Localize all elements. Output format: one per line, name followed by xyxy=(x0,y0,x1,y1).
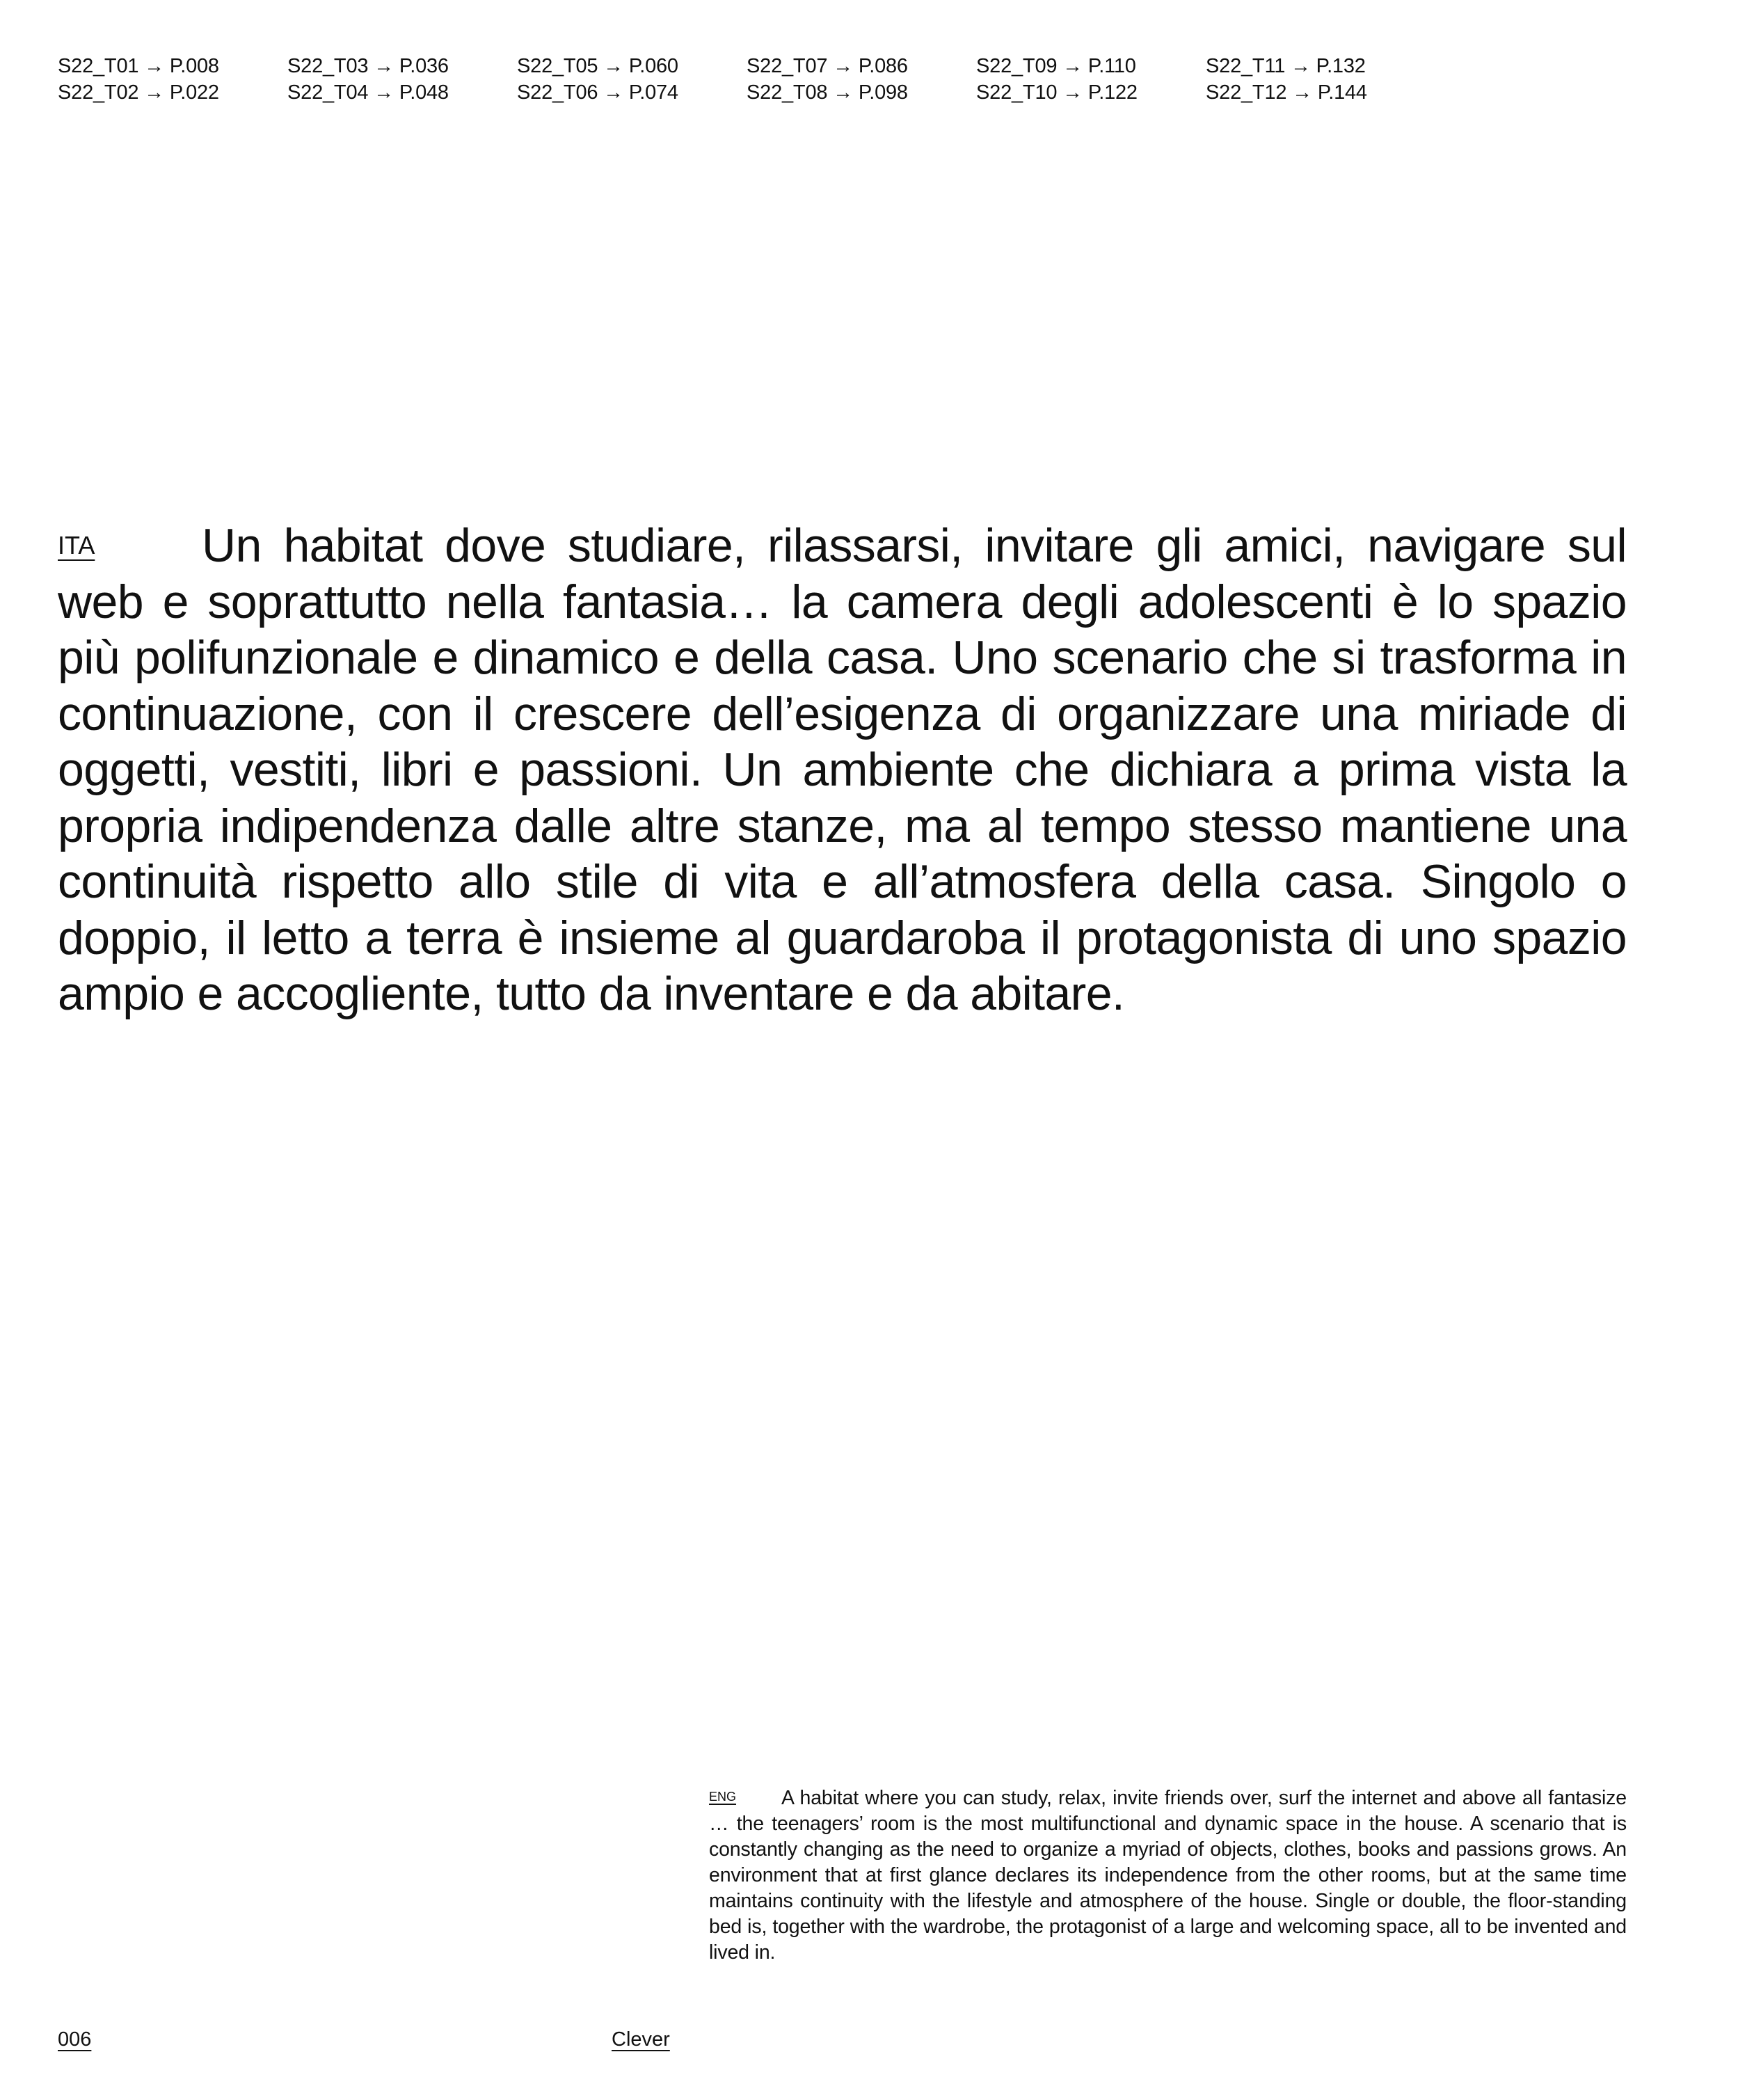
index-entry-t05[interactable]: S22_T05 → P.060 xyxy=(517,55,678,77)
index-entry-t01[interactable]: S22_T01 → P.008 xyxy=(58,55,219,77)
index-entry-t03[interactable]: S22_T03 → P.036 xyxy=(287,55,449,77)
index-entry-t07[interactable]: S22_T07 → P.086 xyxy=(747,55,908,77)
index-entry-t02[interactable]: S22_T02 → P.022 xyxy=(58,81,219,104)
series-index xyxy=(58,53,1449,109)
index-entry-t09[interactable]: S22_T09 → P.110 xyxy=(976,55,1136,77)
index-entry-t10[interactable]: S22_T10 → P.122 xyxy=(976,81,1138,104)
language-tag-eng: ENG xyxy=(709,1790,737,1804)
index-column xyxy=(1206,53,1428,106)
page-number: 006 xyxy=(58,2028,92,2051)
italian-paragraph: Un habitat dove studiare, rilassarsi, invitare gli amici, navigare sul web e soprattutto nella fantasia… la camera degli adolescenti è lo spazio più polifunzionale e dinamico e della casa. Uno scenario che si trasforma in continuazione, con il crescere dell’esigenza di organizzare una miriade di oggetti, vestiti, libri e passioni. Un ambiente che dichiara a prima vista la propria indipendenza dalle altre stanze, ma al tempo stesso mantiene una continuità rispetto allo stile di vita e all’atmosfera della casa. Singolo o doppio, il letto a terra è insieme al guardaroba il protagonista di uno spazio ampio e accogliente, tutto da inventare e da abitare. xyxy=(58,519,1627,1020)
index-entry-t12[interactable]: S22_T12 → P.144 xyxy=(1206,81,1367,104)
index-entry-t11[interactable]: S22_T11 → P.132 xyxy=(1206,55,1366,77)
index-entry-t06[interactable]: S22_T06 → P.074 xyxy=(517,81,678,104)
english-paragraph: A habitat where you can study, relax, invite friends over, surf the internet and above all fantasize … the teenagers’ room is the most multifunctional and dynamic space in the house. A scenario that is constantly changing as the need to organize a myriad of objects, clothes, books and passions grows. An environment that at first glance declares its independence from the other rooms, but at the same time maintains continuity with the lifestyle and atmosphere of the house. Single or double, the floor-standing bed is, together with the wardrobe, the protagonist of a large and welcoming space, all to be invented and lived in. xyxy=(709,1787,1627,1964)
index-column xyxy=(58,53,280,106)
index-column xyxy=(517,53,740,106)
index-entry-t08[interactable]: S22_T08 → P.098 xyxy=(747,81,908,104)
italian-section xyxy=(58,518,1627,1022)
index-column xyxy=(976,53,1199,106)
running-title: Clever xyxy=(612,2028,670,2051)
index-column xyxy=(747,53,969,106)
english-section xyxy=(709,1785,1627,1966)
index-column xyxy=(287,53,510,106)
index-entry-t04[interactable]: S22_T04 → P.048 xyxy=(287,81,449,104)
language-tag-ita: ITA xyxy=(58,531,95,559)
